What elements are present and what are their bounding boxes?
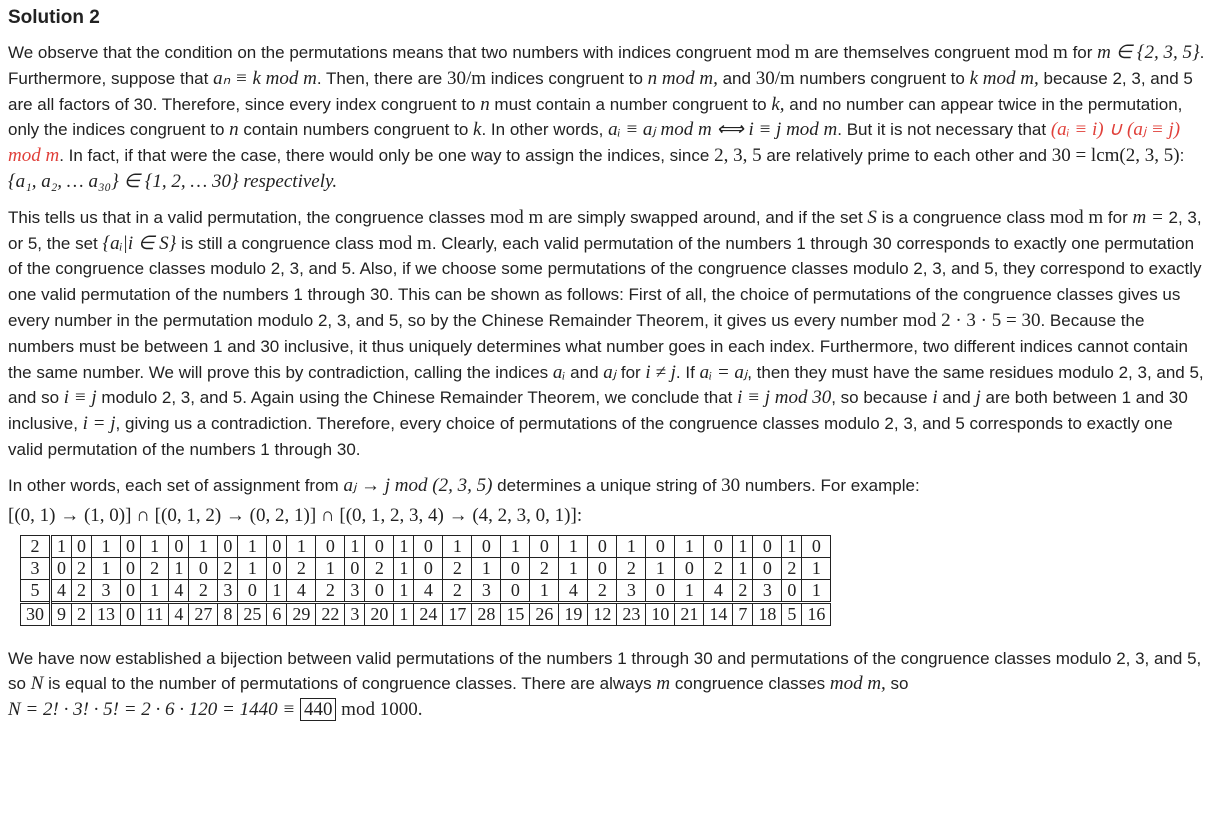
text: for (620, 362, 641, 382)
table-cell: 4 (51, 579, 72, 602)
paragraph-2 (8, 205, 1210, 463)
table-cell: 2 (72, 602, 92, 625)
table-cell: 4 (559, 579, 588, 602)
paragraph-4 (8, 646, 1210, 723)
congruence-table (20, 535, 831, 626)
permutation-mapping: [(0, 1) → (1, 0)] ∩ [(0, 1, 2) → (0, 2, 1)] ∩ [(0, 1, 2, 3, 4) → (4, 2, 3, 0, 1)]: (8, 504, 583, 526)
math: i ≡ j (63, 387, 97, 409)
math: m ∈ {2, 3, 5} (1097, 42, 1200, 63)
text: are both between 1 and 30 inclusive, (8, 388, 1188, 434)
math: k (473, 119, 482, 141)
table-cell: 1 (287, 535, 316, 557)
table-row (21, 579, 831, 602)
text: . Clearly, each valid permutation of the numbers 1 through 30 corresponds to exactly one permutation of the congruence classes modulo 2, 3, and 5. Also, if we choose some permutations of the congruence classes modulo 2, 3, and 5, they correspond to exactly one valid permutation of the numbers 1 through 30. This can be shown as follows: First of all, the choice of permutations of the congruence classes gives us every number in the permutation modulo 2, 3, and 5, so by the Chinese Remainder Theorem, it gives us every number (8, 233, 1202, 330)
table-cell: 12 (588, 602, 617, 625)
table-cell: 1 (733, 557, 753, 579)
table-cell: 1 (802, 557, 831, 579)
text: indices congruent to (490, 68, 643, 88)
math: mod 2 · 3 · 5 = 30 (902, 309, 1041, 331)
math: mod m (756, 42, 810, 63)
table-cell: 7 (733, 602, 753, 625)
math: m = (1132, 206, 1164, 228)
text: is a congruence class (881, 207, 1046, 227)
text: modulo 2, 3, and 5. Again using the Chinese Remainder Theorem, we conclude that (101, 388, 733, 408)
table-cell: 1 (141, 579, 169, 602)
text: In other words, each set of assignment from (8, 475, 339, 495)
table-cell: 2 (218, 557, 238, 579)
table-cell: 2 (530, 557, 559, 579)
table-cell: 0 (414, 557, 443, 579)
table-cell: 1 (238, 557, 267, 579)
table-cell: 0 (802, 535, 831, 557)
table-cell: 3 (218, 579, 238, 602)
table-cell: 0 (72, 535, 92, 557)
table-cell: 1 (646, 557, 675, 579)
table-cell: 0 (365, 579, 394, 602)
table-row (21, 602, 831, 625)
table-cell: 1 (443, 535, 472, 557)
table-cell: 1 (501, 535, 530, 557)
text: because 2, 3, and 5 are all factors of 30. Therefore, since every index congruent to (8, 68, 1193, 114)
table-cell: 1 (267, 579, 287, 602)
text: and (570, 362, 599, 382)
table-cell: 1 (189, 535, 218, 557)
math: 30 = lcm(2, 3, 5) (1051, 145, 1180, 167)
table-cell: 0 (267, 535, 287, 557)
table-cell: 0 (121, 557, 141, 579)
table-cell: 1 (316, 557, 345, 579)
table-cell: 3 (345, 579, 365, 602)
table-cell: 2 (316, 579, 345, 602)
table-cell: 28 (472, 602, 501, 625)
table-cell: 0 (414, 535, 443, 557)
math: {aᵢ|i ∈ S} (102, 232, 177, 254)
math: aᵢ = aⱼ (699, 361, 748, 383)
table-cell: 1 (802, 579, 831, 602)
text: must contain a number congruent to (494, 94, 767, 114)
table-cell: 0 (588, 557, 617, 579)
text: . In other words, (481, 120, 604, 140)
math: k mod m, (969, 67, 1039, 89)
paragraph-3 (8, 473, 1210, 499)
table-cell: 2 (782, 557, 802, 579)
table-cell: 2 (443, 579, 472, 602)
math: 30/m (446, 67, 487, 89)
table-cell: 1 (559, 557, 588, 579)
table-cell: 2 (72, 557, 92, 579)
table-cell: 3 (472, 579, 501, 602)
math: i (932, 387, 938, 409)
math: N = 2! · 3! · 5! = 2 · 6 · 120 = 1440 ≡ (8, 699, 296, 721)
math: mod m (1049, 206, 1104, 228)
text: and (942, 388, 971, 408)
table-cell: 16 (802, 602, 831, 625)
table-cell: 0 (530, 535, 559, 557)
table-cell: 0 (365, 535, 394, 557)
table-cell: 17 (443, 602, 472, 625)
table-cell: 9 (51, 602, 72, 625)
table-cell: 1 (559, 535, 588, 557)
table-cell: 26 (530, 602, 559, 625)
table-cell: 1 (530, 579, 559, 602)
table-cell: 1 (169, 557, 189, 579)
math: i ≠ j (645, 361, 676, 383)
text: , so because (831, 388, 928, 408)
text: is equal to the number of permutations of congruence classes. There are always (48, 674, 652, 694)
text: 2, 3, or 5, the set (8, 207, 1202, 253)
table-cell: 2 (189, 579, 218, 602)
table-cell: 15 (501, 602, 530, 625)
table-cell: 1 (394, 557, 414, 579)
math: m (656, 673, 671, 695)
table-cell: 2 (141, 557, 169, 579)
math: i = j (82, 413, 116, 435)
table-cell: 0 (218, 535, 238, 557)
table-cell: 2 (733, 579, 753, 602)
table-cell: 0 (51, 557, 72, 579)
text: : (1179, 146, 1185, 166)
math: N (30, 673, 44, 695)
math: aⱼ → j mod (2, 3, 5) (343, 474, 493, 496)
table-cell: 0 (121, 579, 141, 602)
table-cell: 0 (121, 535, 141, 557)
math: mod m (378, 232, 432, 254)
table-cell: 0 (782, 579, 802, 602)
table-cell: 1 (51, 535, 72, 557)
table-cell: 0 (472, 535, 501, 557)
table-cell: 1 (141, 535, 169, 557)
table-cell: 1 (394, 579, 414, 602)
text: We observe that the condition on the permutations means that two numbers with indices congruent (8, 43, 752, 62)
table-cell: 1 (617, 535, 646, 557)
text: are relatively prime to each other and (766, 146, 1047, 166)
math: mod m (1014, 42, 1068, 63)
table-cell: 2 (617, 557, 646, 579)
text: . Furthermore, suppose that (8, 43, 1205, 88)
table-cell: 1 (733, 535, 753, 557)
text: , then they must have the same residues modulo 2, 3, and 5, and so (8, 362, 1204, 408)
math: aⱼ (603, 361, 617, 383)
table-cell: 0 (169, 535, 189, 557)
text: . In fact, if that were the case, there would only be one way to assign the indices, since (59, 146, 710, 166)
text: , giving us a contradiction. Therefore, every choice of permutations of the congruence classes modulo 2, 3, and 5 corresponds to exactly one valid permutation of the numbers 1 through 30. (8, 414, 1173, 459)
table-row (21, 557, 831, 579)
table-cell: 1 (394, 602, 414, 625)
math: j (975, 387, 981, 409)
text: This tells us that in a valid permutation, the congruence classes (8, 207, 486, 227)
table-cell: 0 (345, 557, 365, 579)
math: k, (771, 93, 785, 115)
text: . Because the numbers must be between 1 and 30 inclusive, it thus uniquely determines what number goes in each index. Furthermore, two different indices cannot contain the same number. We will prove this by contradiction, calling the indices (8, 310, 1188, 382)
table-cell: 24 (414, 602, 443, 625)
math: aᵢ ≡ aⱼ mod m ⟺ i ≡ j mod m (608, 119, 838, 141)
table-cell: 0 (501, 579, 530, 602)
table-cell: 0 (189, 557, 218, 579)
table-cell: 25 (238, 602, 267, 625)
table-cell: 0 (588, 535, 617, 557)
math: aₙ ≡ k mod m (213, 67, 317, 89)
math: {a₁, a₂, … a₃₀} ∈ {1, 2, … 30} respectively. (8, 170, 338, 192)
table-cell: 18 (753, 602, 782, 625)
math: mod m, (829, 673, 886, 695)
table-cell: 2 (365, 557, 394, 579)
table-cell: 2 (72, 579, 92, 602)
text: so (890, 674, 909, 694)
math: n (229, 119, 239, 141)
table-cell: 3 (617, 579, 646, 602)
paragraph-1 (8, 40, 1210, 195)
table-cell: 4 (287, 579, 316, 602)
text: congruence classes (674, 674, 826, 694)
table-cell: 19 (559, 602, 588, 625)
table-cell: 0 (646, 579, 675, 602)
table-cell: 22 (316, 602, 345, 625)
table-cell: 10 (646, 602, 675, 625)
boxed-answer: 440 (300, 698, 337, 721)
table-cell: 5 (782, 602, 802, 625)
table-cell: 4 (169, 579, 189, 602)
table-cell: 0 (753, 557, 782, 579)
table-cell: 20 (365, 602, 394, 625)
table-cell: 1 (345, 535, 365, 557)
table-cell: 0 (646, 535, 675, 557)
table-cell: 4 (414, 579, 443, 602)
table-cell: 13 (92, 602, 121, 625)
math: aᵢ (552, 361, 566, 383)
text: contain numbers congruent to (243, 120, 469, 140)
math: n mod m, (647, 67, 718, 89)
math: n (480, 93, 490, 115)
table-cell: 2 (287, 557, 316, 579)
table-cell: 1 (472, 557, 501, 579)
table-cell: 3 (345, 602, 365, 625)
table-cell: 2 (588, 579, 617, 602)
text: are simply swapped around, and if the set (547, 207, 863, 227)
math: mod 1000. (341, 699, 423, 721)
table-cell: 23 (617, 602, 646, 625)
table-cell: 0 (704, 535, 733, 557)
table-cell: 8 (218, 602, 238, 625)
row-header-cell: 5 (21, 579, 51, 602)
text: . Then, there are (316, 68, 443, 88)
text: . If (675, 362, 695, 382)
text: and no number can appear twice in the permutation, only the indices congruent to (8, 94, 1183, 140)
table-cell: 0 (238, 579, 267, 602)
row-header-cell: 3 (21, 557, 51, 579)
text: numbers. For example: (744, 475, 920, 495)
text: and (722, 68, 751, 88)
table-cell: 0 (501, 557, 530, 579)
math: 2, 3, 5 (714, 145, 762, 167)
math: mod m (489, 206, 544, 228)
table-cell: 4 (169, 602, 189, 625)
text: for (1072, 43, 1093, 62)
table-cell: 29 (287, 602, 316, 625)
table-cell: 0 (675, 557, 704, 579)
table-cell: 4 (704, 579, 733, 602)
text: determines a unique string of (497, 475, 717, 495)
table-cell: 21 (675, 602, 704, 625)
text: for (1107, 207, 1128, 227)
text: numbers congruent to (799, 68, 965, 88)
table-cell: 1 (92, 557, 121, 579)
math: i ≡ j mod 30 (737, 387, 832, 409)
table-cell: 1 (782, 535, 802, 557)
math-highlight: (aᵢ ≡ i) ∪ (aⱼ ≡ j) mod m (8, 119, 1181, 167)
table-cell: 1 (394, 535, 414, 557)
table-cell: 0 (316, 535, 345, 557)
table-cell: 1 (92, 535, 121, 557)
table-cell: 0 (753, 535, 782, 557)
table-cell: 3 (92, 579, 121, 602)
row-header-cell: 30 (21, 602, 51, 625)
solution-title: Solution 2 (8, 7, 100, 28)
math: 30/m (755, 67, 795, 89)
row-header-cell: 2 (21, 535, 51, 557)
table-cell: 2 (704, 557, 733, 579)
table-cell: 11 (141, 602, 169, 625)
math: S (867, 206, 877, 228)
math: 30 (721, 474, 741, 496)
table-cell: 1 (238, 535, 267, 557)
table-cell: 0 (267, 557, 287, 579)
table-cell: 2 (443, 557, 472, 579)
solution-page (8, 0, 1210, 723)
table-cell: 27 (189, 602, 218, 625)
table-cell: 3 (753, 579, 782, 602)
table-cell: 0 (121, 602, 141, 625)
text: is still a congruence class (181, 233, 374, 253)
text: . But it is not necessary that (837, 120, 1047, 140)
table-cell: 6 (267, 602, 287, 625)
table-row (21, 535, 831, 557)
text: We have now established a bijection between valid permutations of the numbers 1 through 30 and permutations of the congruence classes modulo 2, 3, and 5, so (8, 648, 1202, 694)
table-cell: 1 (675, 535, 704, 557)
table-cell: 1 (675, 579, 704, 602)
table-cell: 14 (704, 602, 733, 625)
text: are themselves congruent (814, 43, 1010, 62)
